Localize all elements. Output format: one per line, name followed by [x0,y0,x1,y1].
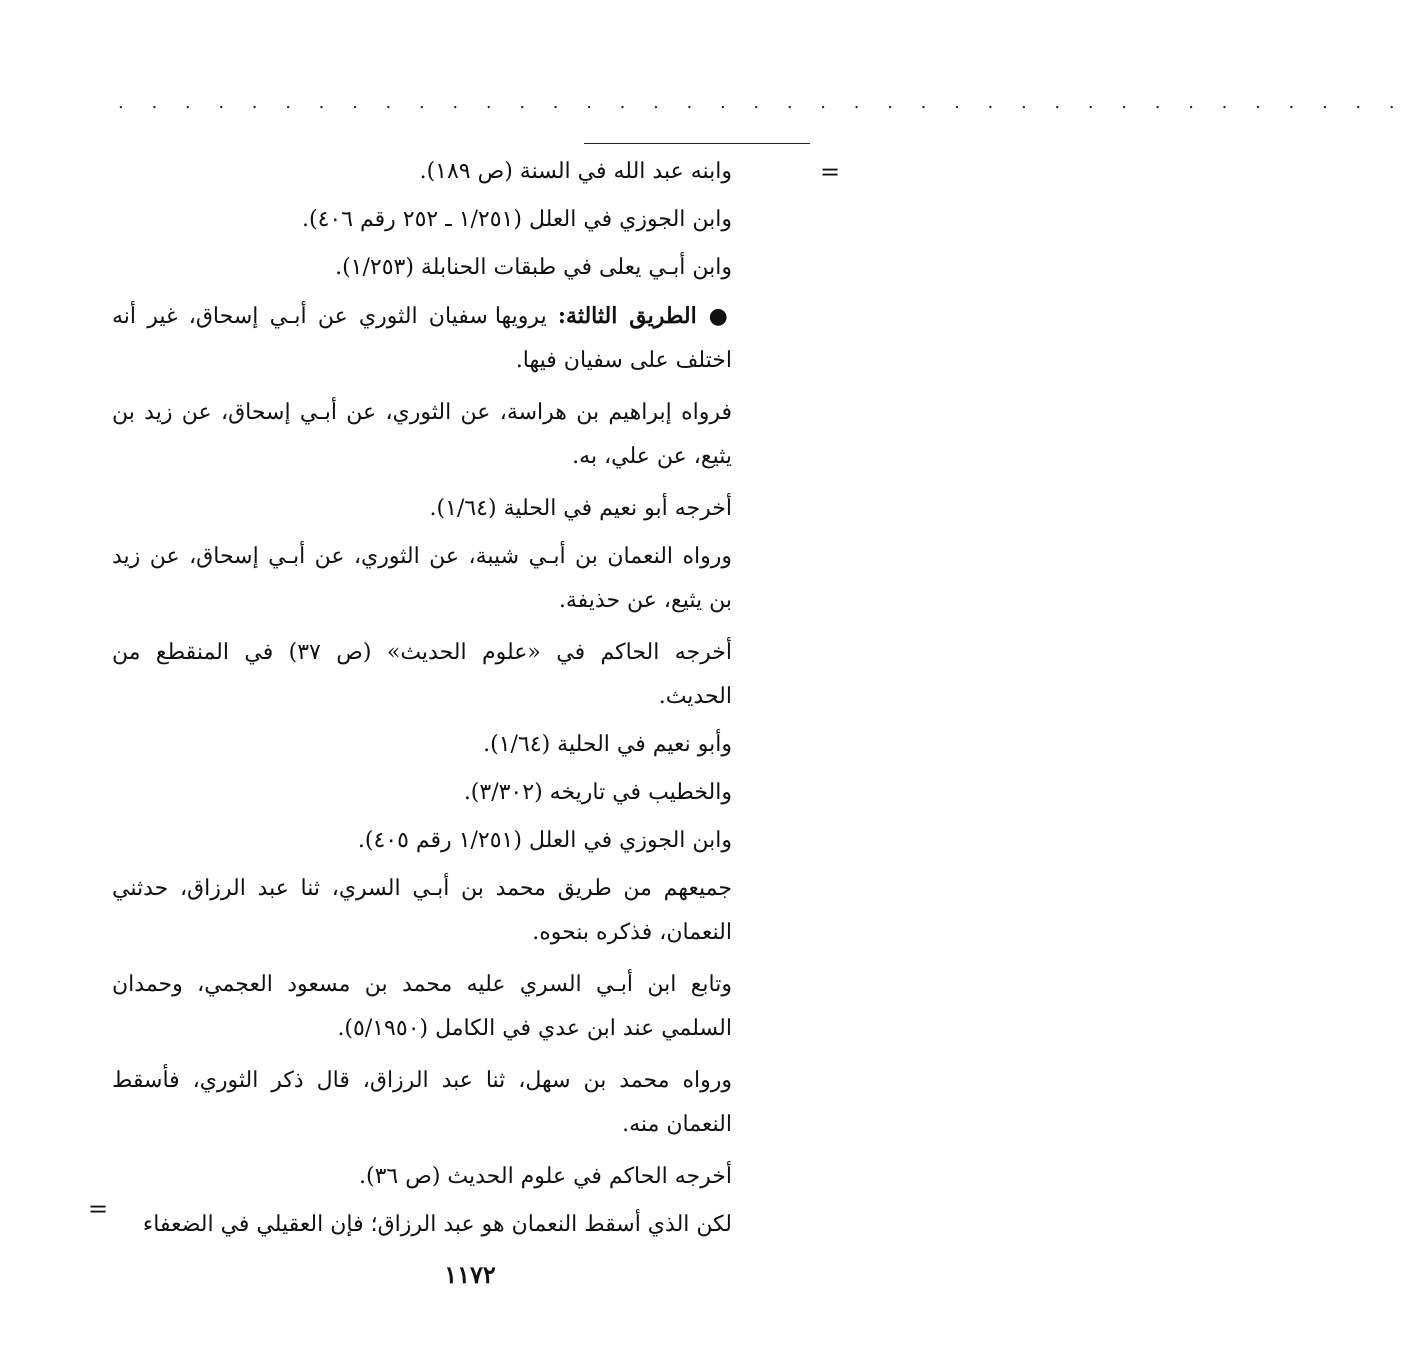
paragraph: أخرجه الحاكم في «علوم الحديث» (ص ٣٧) في المنقطع من الحديث. [112,640,732,709]
paragraph: فرواه إبراهيم بن هراسة، عن الثوري، عن أبـي إسحاق، عن زيد بن يثيع، عن علي، به. [112,400,732,469]
paragraph: وابن أبـي يعلى في طبقات الحنابلة (١/٢٥٣). [335,255,732,280]
page-number: ١١٧٢ [444,1260,496,1289]
paragraph: وأبو نعيم في الحلية (١/٦٤). [483,732,732,757]
continuation-marker-top: = [820,158,841,186]
paragraph-text: يرويها سفيان الثوري عن أبـي إسحاق، غير أنه اختلف على سفيان فيها. [112,304,732,373]
paragraph [112,294,732,383]
footnote-rule [584,143,810,144]
paragraph: وابن الجوزي في العلل (١/٢٥١ رقم ٤٠٥). [357,828,732,853]
paragraph: ورواه النعمان بن أبـي شيبة، عن الثوري، عن أبـي إسحاق، عن زيد بن يثيع، عن حذيفة. [112,544,732,613]
paragraph: وابن الجوزي في العلل (١/٢٥١ ـ ٢٥٢ رقم ٤٠٦). [301,207,732,232]
paragraph: أخرجه الحاكم في علوم الحديث (ص ٣٦). [359,1164,732,1189]
paragraph: ورواه محمد بن سهل، ثنا عبد الرزاق، قال ذكر الثوري، فأسقط النعمان منه. [112,1068,732,1137]
paragraph: أخرجه أبو نعيم في الحلية (١/٦٤). [429,496,732,521]
paragraph: وتابع ابن أبـي السري عليه محمد بن مسعود العجمي، وحمدان السلمي عند ابن عدي في الكامل (٥/١٩٥٠). [112,972,732,1041]
paragraph: وابنه عبد الله في السنة (ص ١٨٩). [419,159,732,184]
bullet-heading: ● الطريق الثالثة: [557,303,732,329]
footnote-body [112,150,732,1251]
continuation-marker-bottom: = [88,1195,109,1223]
paragraph: جميعهم من طريق محمد بن أبـي السري، ثنا عبد الرزاق، حدثني النعمان، فذكره بنحوه. [112,876,732,945]
paragraph: والخطيب في تاريخه (٣/٣٠٢). [463,780,732,805]
dotted-separator: . . . . . . . . . . . . . . . . . . . . . . . . . . . . . . . . . . . . . . . [118,92,1406,113]
paragraph: لكن الذي أسقط النعمان هو عبد الرزاق؛ فإن العقيلي في الضعفاء [142,1212,732,1237]
